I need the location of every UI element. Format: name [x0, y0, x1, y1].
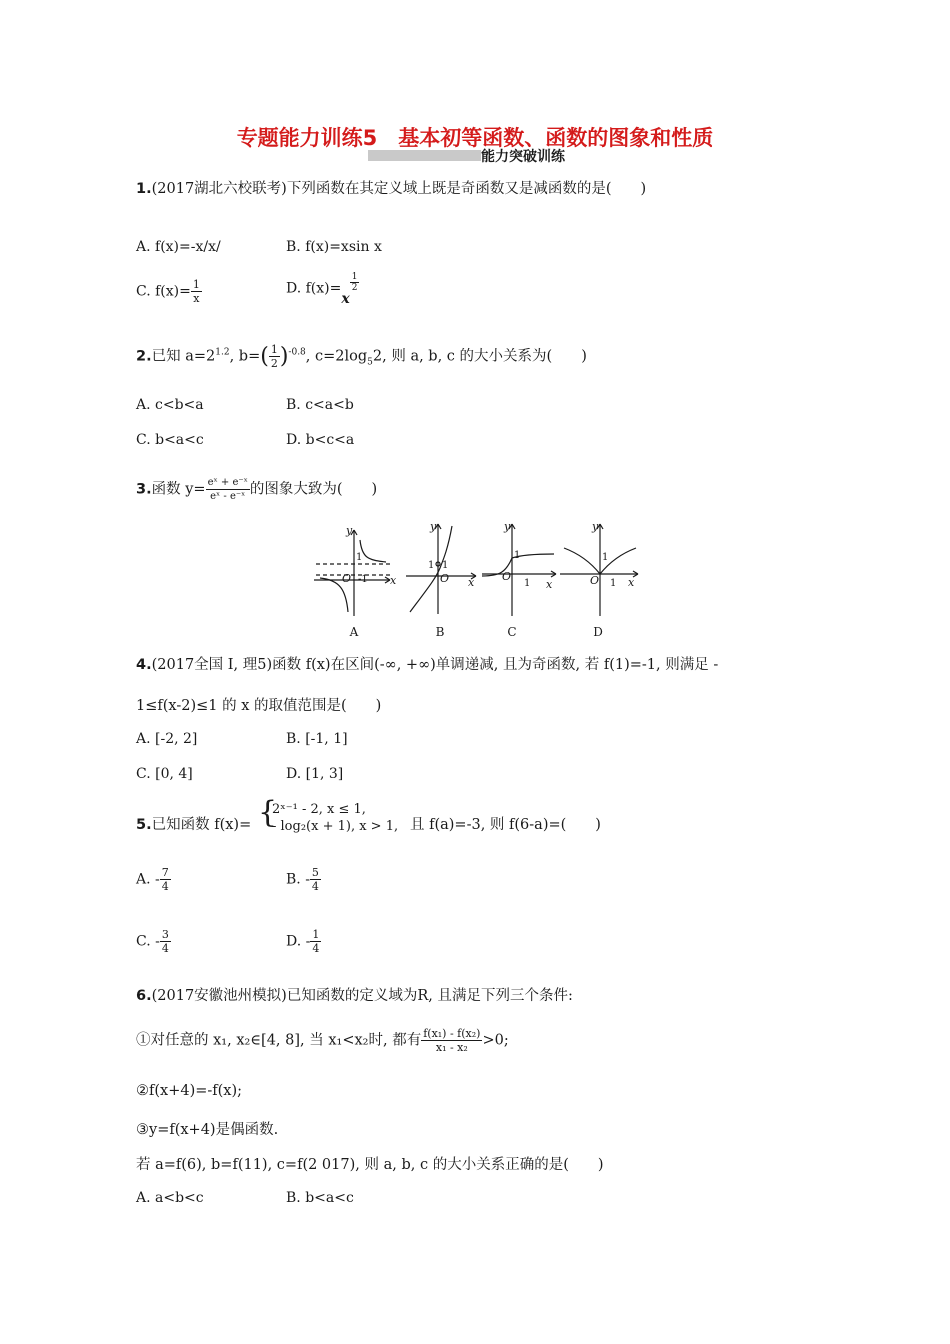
exponent: 1.2 — [215, 347, 230, 358]
graph-label-b: B — [435, 625, 445, 639]
condition-3: ③y=f(x+4)是偶函数. — [136, 1122, 279, 1138]
option-d — [286, 928, 321, 955]
question-number: 6. — [136, 988, 152, 1004]
fraction-half — [269, 343, 280, 370]
fraction-numerator: 1 — [312, 928, 320, 941]
fraction-numerator: f(x₁) - f(x₂) — [423, 1027, 481, 1040]
option-label: C. - — [136, 933, 160, 950]
option-label: C. f(x)= — [136, 283, 191, 300]
fraction-numerator: 3 — [161, 928, 169, 941]
x-axis-label: x — [546, 578, 553, 591]
fraction-numerator: 7 — [161, 866, 169, 879]
question-6-ask: 若 a=f(6), b=f(11), c=f(2 017), 则 a, b, c 的大小关系正确的是( ) — [136, 1157, 604, 1173]
question-number: 3. — [136, 481, 152, 498]
fraction — [310, 866, 321, 893]
fraction-exponent — [350, 272, 360, 293]
question-stem: (2017湖北六校联考)下列函数在其定义域上既是奇函数又是减函数的是( ) — [151, 181, 647, 197]
condition-2: ②f(x+4)=-f(x); — [136, 1083, 243, 1099]
y-axis-label: y — [592, 520, 599, 533]
question-number: 5. — [136, 817, 152, 833]
fraction-numerator: 1 — [270, 343, 278, 356]
x-axis-label: x — [628, 576, 635, 589]
fraction-numerator: 5 — [311, 866, 319, 879]
function-graphs — [310, 518, 646, 644]
x-axis-label: x — [468, 576, 475, 589]
left-paren: ( — [260, 344, 269, 369]
option-b: B. c<a<b — [286, 397, 354, 413]
option-label: D. f(x)= — [286, 280, 342, 297]
question-5-tail: 且 f(a)=-3, 则 f(6-a)=( ) — [410, 817, 601, 833]
piecewise-brace: { — [258, 795, 278, 830]
question-5 — [136, 813, 251, 834]
graph-label-a: A — [349, 625, 359, 639]
fraction-denominator: x — [193, 292, 200, 305]
stem-part: 已知函数 f(x)= — [151, 817, 252, 833]
section-subtitle: 能力突破训练 — [481, 149, 565, 165]
option-c: C. b<a<c — [136, 432, 204, 448]
option-c — [136, 928, 171, 955]
subtitle-bar — [368, 150, 481, 161]
option-a: A. a<b<c — [136, 1190, 204, 1206]
stem-part: 函数 y= — [151, 481, 206, 498]
option-label: A. - — [136, 871, 160, 888]
log-base: 5 — [367, 357, 373, 368]
condition-text: >0; — [482, 1032, 509, 1049]
question-number: 4. — [136, 657, 152, 673]
graph-label-d: D — [593, 625, 603, 639]
case-1: 2ˣ⁻¹ - 2, x ≤ 1, — [272, 802, 366, 817]
y-axis-label: y — [504, 520, 511, 533]
option-a: A. c<b<a — [136, 397, 204, 413]
fraction — [310, 928, 321, 955]
option-b: B. b<a<c — [286, 1190, 354, 1206]
origin-label: O — [590, 574, 600, 587]
origin-label: O — [342, 572, 352, 585]
stem-part: 的图象大致为( ) — [249, 481, 378, 498]
fraction-denominator: 2 — [351, 283, 358, 293]
fraction-denominator: 4 — [161, 880, 169, 893]
origin-label: O — [502, 570, 512, 583]
fraction — [160, 866, 171, 893]
question-1 — [136, 177, 646, 198]
origin-label: O — [440, 572, 450, 585]
fraction — [191, 278, 202, 305]
fraction-numerator: eˣ + e⁻ˣ — [207, 477, 248, 488]
question-2 — [136, 343, 587, 370]
option-a: A. [-2, 2] — [136, 731, 198, 747]
tick-label: 1 — [356, 552, 363, 563]
tick-label: -1 — [358, 574, 368, 585]
option-b — [286, 866, 321, 893]
option-a: A. f(x)=-x/x/ — [136, 239, 221, 255]
graph-d — [560, 524, 638, 616]
option-d — [286, 272, 359, 307]
tick-label: 1 — [428, 560, 435, 571]
y-axis-label: y — [346, 524, 353, 537]
question-stem: (2017全国 I, 理5)函数 f(x)在区间(-∞, +∞)单调递减, 且为奇函数, 若 f(1)=-1, 则满足 - — [151, 657, 719, 673]
fraction-denominator: 4 — [312, 942, 320, 955]
tick-label: 1 — [524, 578, 531, 589]
stem-part: 已知 a=2 — [151, 348, 216, 365]
question-number: 2. — [136, 348, 152, 365]
stem-part: , c=2log — [305, 348, 368, 365]
option-d: D. b<c<a — [286, 432, 355, 448]
option-label: D. - — [286, 933, 311, 950]
condition-1 — [136, 1027, 509, 1054]
option-b: B. [-1, 1] — [286, 731, 348, 747]
piecewise-cases — [272, 801, 398, 835]
fraction-denominator: 4 — [311, 880, 319, 893]
right-paren: ) — [279, 344, 289, 369]
tick-label: 1 — [602, 552, 609, 563]
exponent: -0.8 — [288, 347, 306, 358]
page-title: 专题能力训练5 基本初等函数、函数的图象和性质 — [236, 126, 714, 150]
fraction — [160, 928, 171, 955]
fraction-numerator: 1 — [351, 272, 358, 282]
question-number: 1. — [136, 181, 152, 197]
question-4 — [136, 653, 718, 674]
y-axis-label: y — [430, 520, 437, 533]
graph-b — [406, 524, 476, 614]
option-c — [136, 278, 202, 305]
fraction-denominator: 2 — [270, 357, 278, 370]
tick-label: 1 — [442, 560, 449, 571]
stem-part: 2, 则 a, b, c 的大小关系为( ) — [372, 348, 587, 365]
stem-part: , b= — [229, 348, 261, 365]
graph-a — [314, 530, 390, 616]
tick-label: 1 — [610, 578, 617, 589]
power-expression — [341, 272, 359, 307]
condition-text: ①对任意的 x₁, x₂∈[4, 8], 当 x₁<x₂时, 都有 — [136, 1032, 422, 1049]
power-base: x — [341, 290, 350, 307]
fraction-denominator: x₁ - x₂ — [435, 1041, 468, 1054]
option-a — [136, 866, 171, 893]
graph-label-c: C — [507, 625, 517, 639]
graph-c — [482, 524, 556, 616]
question-4-line-2: 1≤f(x-2)≤1 的 x 的取值范围是( ) — [136, 698, 382, 714]
option-label: B. - — [286, 871, 310, 888]
option-d: D. [1, 3] — [286, 766, 344, 782]
fraction — [206, 476, 250, 503]
fraction-denominator: 4 — [161, 942, 169, 955]
tick-label: 1 — [514, 550, 521, 561]
fraction-denominator: eˣ - e⁻ˣ — [210, 491, 246, 502]
fraction-numerator: 1 — [192, 278, 200, 291]
x-axis-label: x — [390, 574, 397, 587]
question-stem: (2017安徽池州模拟)已知函数的定义域为R, 且满足下列三个条件: — [151, 988, 573, 1004]
case-2: - log₂(x + 1), x > 1, — [272, 819, 399, 834]
option-c: C. [0, 4] — [136, 766, 193, 782]
fraction — [421, 1027, 482, 1054]
option-b: B. f(x)=xsin x — [286, 239, 382, 255]
question-6 — [136, 984, 573, 1005]
question-3 — [136, 476, 377, 503]
